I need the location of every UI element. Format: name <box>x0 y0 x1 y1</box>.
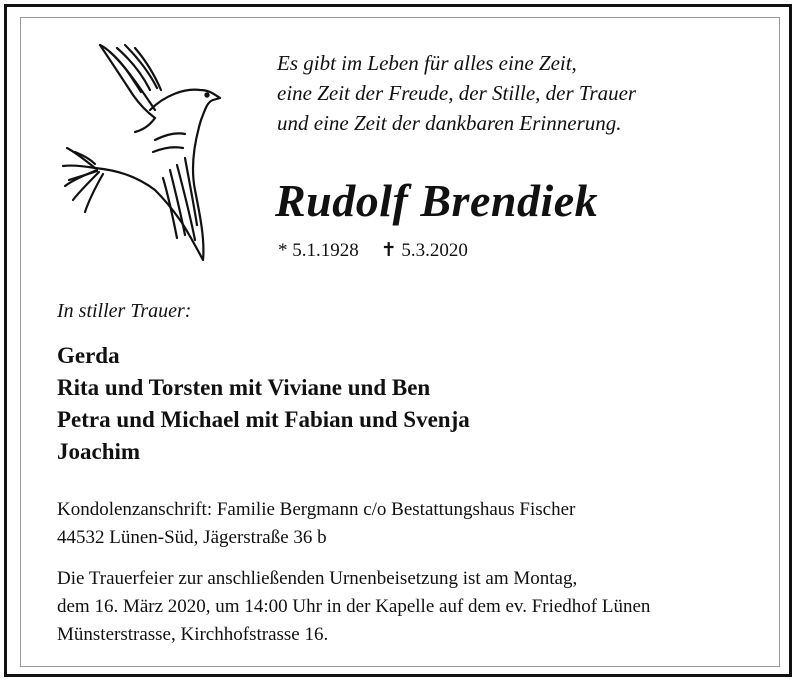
mourner-entry: Petra und Michael mit Fabian und Svenja <box>57 407 470 432</box>
death-date: ✝ 5.3.2020 <box>380 240 468 261</box>
mourners-list <box>57 340 470 468</box>
service-notice <box>57 565 650 649</box>
service-line: dem 16. März 2020, um 14:00 Uhr in der Kapelle auf dem ev. Friedhof Lünen <box>57 596 651 617</box>
mourner-entry: Rita und Torsten mit Viviane und Ben <box>57 375 431 400</box>
quote-line: Es gibt im Leben für alles eine Zeit, <box>277 51 577 75</box>
opening-quote <box>277 48 636 138</box>
condolence-address <box>57 496 575 552</box>
life-dates <box>278 239 468 262</box>
quote-line: und eine Zeit der dankbaren Erinnerung. <box>277 111 622 135</box>
birth-date: * 5.1.1928 <box>278 240 359 261</box>
mourner-entry: Gerda <box>57 343 120 368</box>
dove-icon <box>55 40 235 270</box>
address-line: Kondolenzanschrift: Familie Bergmann c/o Bestattungshaus Fischer <box>57 499 576 520</box>
service-line: Die Trauerfeier zur anschließenden Urnenbeisetzung ist am Montag, <box>57 568 578 589</box>
mourning-intro: In stiller Trauer: <box>57 300 192 322</box>
quote-line: eine Zeit der Freude, der Stille, der Trauer <box>277 81 637 105</box>
mourner-entry: Joachim <box>57 439 141 464</box>
service-line: Münsterstrasse, Kirchhofstrasse 16. <box>57 624 329 645</box>
address-line: 44532 Lünen-Süd, Jägerstraße 36 b <box>57 527 327 548</box>
deceased-name: Rudolf Brendiek <box>275 175 599 226</box>
